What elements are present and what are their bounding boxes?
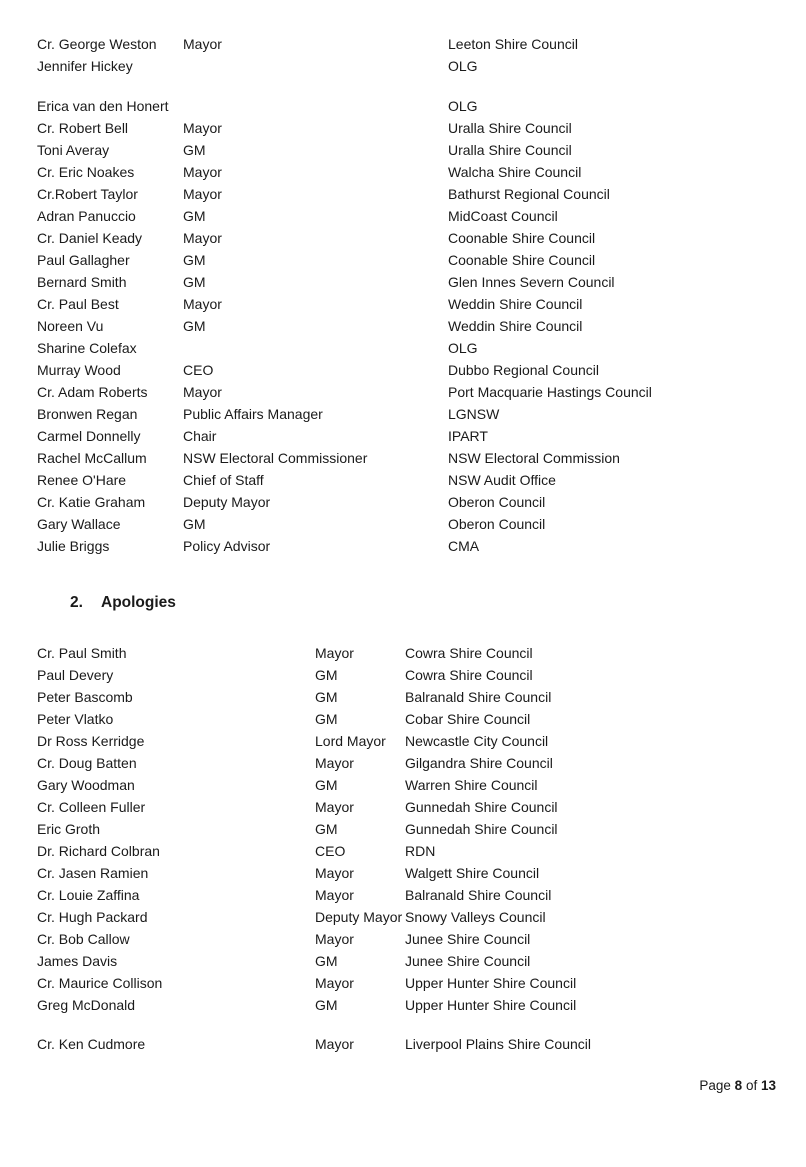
apologies-role-cell: Mayor: [315, 799, 354, 815]
apologies-role-cell: GM: [315, 667, 338, 683]
apologies-role-cell: GM: [315, 953, 338, 969]
attendees-name-cell: Carmel Donnelly: [37, 428, 141, 444]
attendees-row: [37, 490, 778, 512]
attendees-role-cell: GM: [183, 516, 206, 532]
apologies-name-cell: Cr. Doug Batten: [37, 755, 137, 771]
attendees-row: [37, 446, 778, 468]
attendees-row: [37, 116, 778, 138]
apologies-row: [37, 993, 735, 1015]
apologies-row: [37, 905, 735, 927]
apologies-role-cell: Mayor: [315, 755, 354, 771]
attendees-org-cell: MidCoast Council: [448, 208, 558, 224]
attendees-name-cell: Sharine Colefax: [37, 340, 137, 356]
attendees-role-cell: Public Affairs Manager: [183, 406, 323, 422]
apologies-name-cell: Cr. Paul Smith: [37, 645, 127, 661]
apologies-name-cell: Gary Woodman: [37, 777, 135, 793]
attendees-row: [37, 358, 778, 380]
attendees-org-cell: Coonable Shire Council: [448, 230, 596, 246]
attendees-org-cell: Oberon Council: [448, 516, 546, 532]
attendees-row: [37, 336, 778, 358]
apologies-row: [37, 1015, 735, 1054]
apologies-org-cell: RDN: [405, 843, 436, 859]
apologies-org-cell: Snowy Valleys Council: [405, 909, 546, 925]
apologies-row: [37, 839, 735, 861]
apologies-role-cell: GM: [315, 777, 338, 793]
attendees-org-cell: CMA: [448, 538, 480, 554]
section-title: Apologies: [101, 594, 176, 611]
attendees-org-cell: Oberon Council: [448, 494, 546, 510]
attendees-role-cell: GM: [183, 274, 206, 290]
apologies-name-cell: Cr. Hugh Packard: [37, 909, 148, 925]
page-footer: [699, 1078, 776, 1093]
attendees-role-cell: GM: [183, 318, 206, 334]
apologies-role-cell: Mayor: [315, 887, 354, 903]
apologies-name-cell: Dr. Richard Colbran: [37, 843, 160, 859]
apologies-row: [37, 685, 735, 707]
attendees-org-cell: OLG: [448, 340, 478, 356]
apologies-row: [37, 795, 735, 817]
attendees-name-cell: Gary Wallace: [37, 516, 121, 532]
apologies-name-cell: Paul Devery: [37, 667, 114, 683]
apologies-row: [37, 641, 735, 663]
attendees-name-cell: Julie Briggs: [37, 538, 110, 554]
apologies-role-cell: GM: [315, 711, 338, 727]
apologies-row: [37, 663, 735, 685]
attendees-name-cell: Toni Averay: [37, 142, 110, 158]
attendees-row: [37, 424, 778, 446]
apologies-table-body: [37, 641, 735, 1054]
attendees-row: [37, 534, 778, 556]
attendees-role-cell: Mayor: [183, 36, 222, 52]
apologies-role-cell: GM: [315, 821, 338, 837]
attendees-role-cell: GM: [183, 142, 206, 158]
attendees-role-cell: Mayor: [183, 120, 222, 136]
apologies-name-cell: Cr. Ken Cudmore: [37, 1036, 146, 1052]
apologies-role-cell: GM: [315, 997, 338, 1013]
attendees-org-cell: IPART: [448, 428, 488, 444]
attendees-row: [37, 138, 778, 160]
attendees-role-cell: [183, 54, 448, 76]
apologies-role-cell: Mayor: [315, 865, 354, 881]
apologies-row: [37, 971, 735, 993]
attendees-org-cell: NSW Electoral Commission: [448, 450, 620, 466]
apologies-org-cell: Balranald Shire Council: [405, 689, 552, 705]
apologies-org-cell: Cowra Shire Council: [405, 645, 533, 661]
attendees-org-cell: Uralla Shire Council: [448, 142, 572, 158]
attendees-org-cell: Weddin Shire Council: [448, 318, 583, 334]
apologies-row: [37, 751, 735, 773]
attendees-name-cell: Rachel McCallum: [37, 450, 147, 466]
attendees-org-cell: NSW Audit Office: [448, 472, 556, 488]
attendees-name-cell: Noreen Vu: [37, 318, 104, 334]
attendees-name-cell: Bronwen Regan: [37, 406, 138, 422]
apologies-role-cell: Deputy Mayor: [315, 909, 403, 925]
attendees-org-cell: Port Macquarie Hastings Council: [448, 384, 652, 400]
attendees-row: [37, 54, 778, 76]
attendees-name-cell: Cr. Daniel Keady: [37, 230, 143, 246]
apologies-name-cell: Greg McDonald: [37, 997, 136, 1013]
apologies-row: [37, 729, 735, 751]
attendees-name-cell: Cr.Robert Taylor: [37, 186, 138, 202]
attendees-name-cell: Renee O'Hare: [37, 472, 127, 488]
attendees-org-cell: OLG: [448, 98, 478, 114]
attendees-name-cell: Cr. Paul Best: [37, 296, 119, 312]
apologies-org-cell: Warren Shire Council: [405, 777, 538, 793]
apologies-org-cell: Junee Shire Council: [405, 953, 531, 969]
attendees-org-cell: Uralla Shire Council: [448, 120, 572, 136]
attendees-org-cell: OLG: [448, 58, 478, 74]
attendees-row: [37, 292, 778, 314]
apologies-role-cell: GM: [315, 689, 338, 705]
apologies-org-cell: Junee Shire Council: [405, 931, 531, 947]
apologies-name-cell: Cr. Bob Callow: [37, 931, 130, 947]
apologies-name-cell: Cr. Louie Zaffina: [37, 887, 140, 903]
apologies-org-cell: Gunnedah Shire Council: [405, 799, 558, 815]
apologies-table: [37, 641, 735, 1054]
attendees-org-cell: Leeton Shire Council: [448, 36, 578, 52]
attendees-role-cell: Deputy Mayor: [183, 494, 271, 510]
attendees-table-body: [37, 32, 778, 556]
apologies-role-cell: Mayor: [315, 931, 354, 947]
attendees-org-cell: Dubbo Regional Council: [448, 362, 599, 378]
attendees-name-cell: Erica van den Honert: [37, 98, 169, 114]
attendees-role-cell: Mayor: [183, 186, 222, 202]
attendees-role-cell: Chief of Staff: [183, 472, 264, 488]
apologies-name-cell: Cr. Jasen Ramien: [37, 865, 149, 881]
apologies-row: [37, 773, 735, 795]
attendees-name-cell: Cr. Eric Noakes: [37, 164, 135, 180]
apologies-org-cell: Gilgandra Shire Council: [405, 755, 553, 771]
attendees-name-cell: Cr. Adam Roberts: [37, 384, 148, 400]
attendees-role-cell: Mayor: [183, 384, 222, 400]
apologies-org-cell: Cobar Shire Council: [405, 711, 531, 727]
attendees-role-cell: Mayor: [183, 164, 222, 180]
attendees-org-cell: LGNSW: [448, 406, 500, 422]
apologies-role-cell: Mayor: [315, 975, 354, 991]
apologies-org-cell: Gunnedah Shire Council: [405, 821, 558, 837]
apologies-row: [37, 817, 735, 839]
attendees-row: [37, 160, 778, 182]
apologies-name-cell: Cr. Maurice Collison: [37, 975, 163, 991]
attendees-row: [37, 226, 778, 248]
attendees-role-cell: [183, 76, 448, 116]
apologies-org-cell: Newcastle City Council: [405, 733, 549, 749]
attendees-name-cell: Adran Panuccio: [37, 208, 136, 224]
apologies-org-cell: Cowra Shire Council: [405, 667, 533, 683]
attendees-name-cell: Cr. Katie Graham: [37, 494, 146, 510]
attendees-row: [37, 512, 778, 534]
attendees-row: [37, 182, 778, 204]
apologies-role-cell: Mayor: [315, 1036, 354, 1052]
attendees-org-cell: Coonable Shire Council: [448, 252, 596, 268]
apologies-name-cell: Dr Ross Kerridge: [37, 733, 145, 749]
apologies-org-cell: Balranald Shire Council: [405, 887, 552, 903]
section-number: 2.: [70, 594, 83, 611]
apologies-org-cell: Liverpool Plains Shire Council: [405, 1036, 591, 1052]
attendees-org-cell: Bathurst Regional Council: [448, 186, 610, 202]
attendees-row: [37, 76, 778, 116]
apologies-row: [37, 707, 735, 729]
attendees-org-cell: Walcha Shire Council: [448, 164, 582, 180]
attendees-row: [37, 402, 778, 424]
apologies-role-cell: CEO: [315, 843, 346, 859]
of-label: of: [745, 1078, 758, 1093]
attendees-org-cell: Weddin Shire Council: [448, 296, 583, 312]
attendees-name-cell: Cr. George Weston: [37, 36, 157, 52]
attendees-table: [37, 32, 778, 556]
attendees-role-cell: GM: [183, 208, 206, 224]
attendees-role-cell: Mayor: [183, 230, 222, 246]
section-heading: [70, 594, 176, 612]
apologies-row: [37, 949, 735, 971]
apologies-name-cell: Peter Vlatko: [37, 711, 114, 727]
page-label: Page: [699, 1078, 731, 1093]
apologies-name-cell: Cr. Colleen Fuller: [37, 799, 146, 815]
attendees-org-cell: Glen Innes Severn Council: [448, 274, 615, 290]
attendees-role-cell: Mayor: [183, 296, 222, 312]
attendees-row: [37, 270, 778, 292]
attendees-row: [37, 32, 778, 54]
apologies-role-cell: Lord Mayor: [315, 733, 386, 749]
attendees-role-cell: [183, 336, 448, 358]
apologies-name-cell: Peter Bascomb: [37, 689, 133, 705]
attendees-role-cell: NSW Electoral Commissioner: [183, 450, 368, 466]
attendees-name-cell: Paul Gallagher: [37, 252, 130, 268]
apologies-role-cell: Mayor: [315, 645, 354, 661]
attendees-row: [37, 204, 778, 226]
apologies-row: [37, 861, 735, 883]
attendees-name-cell: Bernard Smith: [37, 274, 127, 290]
apologies-row: [37, 927, 735, 949]
apologies-row: [37, 883, 735, 905]
apologies-org-cell: Upper Hunter Shire Council: [405, 997, 577, 1013]
apologies-name-cell: Eric Groth: [37, 821, 101, 837]
attendees-row: [37, 314, 778, 336]
attendees-row: [37, 248, 778, 270]
apologies-org-cell: Walgett Shire Council: [405, 865, 540, 881]
attendees-name-cell: Murray Wood: [37, 362, 121, 378]
apologies-org-cell: Upper Hunter Shire Council: [405, 975, 577, 991]
attendees-name-cell: Jennifer Hickey: [37, 58, 133, 74]
attendees-role-cell: GM: [183, 252, 206, 268]
attendees-name-cell: Cr. Robert Bell: [37, 120, 129, 136]
attendees-row: [37, 468, 778, 490]
attendees-row: [37, 380, 778, 402]
attendees-role-cell: CEO: [183, 362, 214, 378]
attendees-role-cell: Policy Advisor: [183, 538, 271, 554]
attendees-role-cell: Chair: [183, 428, 217, 444]
apologies-name-cell: James Davis: [37, 953, 118, 969]
page-total: 13: [760, 1078, 776, 1093]
page-current: 8: [734, 1078, 743, 1093]
